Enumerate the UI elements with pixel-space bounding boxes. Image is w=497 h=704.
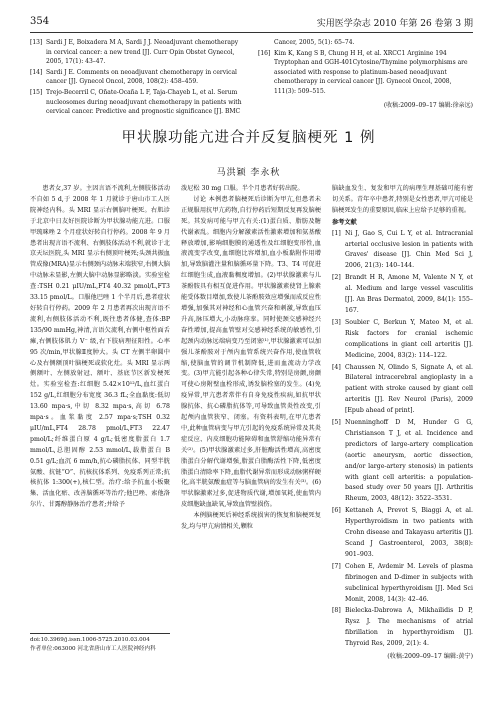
reference-number: [16] (258, 49, 271, 57)
reference-text: Cohen E, Avdemir M. Levels of plasma fibrinogen and D-dimer in subjects with subclinical hyperthyroidism [J]. Med Sci Monit, 2008, 14(3): 42–46. (345, 562, 473, 603)
reference-item (332, 418, 473, 505)
reference-number: [8] (332, 607, 341, 615)
reference-text: Chaussen N, Olindo S, Signate A, et al. Bilateral intracerebral angioplasty in a patient with stroke caused by giant cell arteritis [J]. Rev Neurol (Paris), 2009 [Epub ahead of print]. (345, 363, 473, 415)
reference-item (30, 88, 245, 117)
reference-item (332, 318, 473, 362)
reference-item (332, 606, 473, 650)
reference-number: [15] (30, 88, 43, 96)
reference-text: Bielecka-Dabrowa A, Mikhailidis D P, Rysz J. The mechanisms of atrial fibrillation in hyperthyroidism [J]. Thyroid Res, 2009, 2(1): 4. (345, 607, 473, 648)
reference-text: Trejo-Becerril C, Oñate-Ocaña L F, Taja-Chayeb L, et al. Serum nucleosomes during neoadjuvant chemotherapy in patients with cervical cancer. Predictive and prognostic significance [J]. BMC (46, 88, 242, 116)
reference-text: Ni J, Gao S, Cui L Y, et al. Intracranial arterial occlusive lesion in patients with Graves' disease [J]. Chin Med Sci J, 2006, 21(3): 140–144. (345, 229, 473, 270)
reference-text: Sardi J E, Boixadera M A, Sardi J J. Neoadjuvant chemotherapy in cervical cancer: a new trend [J]. Curr Opin Obstet Gynecol, 2005, 17(1): 43–47. (46, 39, 239, 66)
reference-number: [5] (332, 419, 341, 427)
received-note-bottom: (收稿:2009–09–17 编辑:黄宁) (387, 653, 473, 661)
reference-item (30, 38, 245, 67)
reference-number: [6] (332, 507, 341, 515)
conclusion-paragraph: 脑缺血发生、复发和甲亢的病理生理基础可能有密切关系。青年卒中患者,特别是女性患者,甲亢可能是脑梗死发生的重要原因,临床上应给予足够的重视。 (332, 185, 473, 214)
article-title: 甲状腺功能亢进合并反复脑梗死 1 例 (121, 130, 376, 146)
reference-number (258, 38, 274, 48)
reference-list (332, 229, 473, 650)
reference-item (30, 68, 245, 87)
top-references-left (30, 38, 245, 118)
body-column-1 (30, 184, 170, 511)
footnote (30, 633, 170, 654)
reference-number: [3] (332, 318, 341, 326)
reference-text: Soubier C, Berkun Y, Mateo M, et al. Risk factors for cranial ischemic complications in giant cell arteritis [J]. Medicine, 2004, 83(2): 114–122. (345, 318, 473, 359)
reference-text: Nuenninghoff D M, Hunder G G, Christianson T J, et al. Incidence and predictors of large-artery complication (aortic aneurysm, aortic dissection, and/or large-artery stenosis) in patients with giant cell arteritis: a population-based study over 50 years [J]. Arthritis Rheum, 2003, 48(12): 3522–3531. (345, 419, 473, 503)
reference-text: Cancer, 2005, 5(1): 65–74. (274, 39, 355, 46)
running-header (30, 16, 473, 30)
discussion-closing-paragraph: 本例脑梗死后神经系统损害的恢复和脑梗死复发,均与甲亢病情相关,颗粒 (181, 512, 321, 531)
affiliation-line: 作者单位:063000 河北省唐山市工人医院神经内科 (30, 646, 156, 652)
reference-text: Kim K, Kang S B, Chung H H, et al. XRCC1 Arginine 194 Tryptophan and GGH-401Cytosine/Thymine polymorphisms are associated with response to platinum-based neoadjuvant chemotherapy in cervical cancer [J]. Gynecol Oncol, 2008, 111(3): 509–515. (274, 49, 468, 95)
reference-item (332, 506, 473, 561)
page-number: 354 (30, 16, 50, 27)
reference-number: [13] (30, 39, 43, 46)
reference-item (258, 49, 473, 97)
reference-item (332, 363, 473, 418)
journal-name: 实用医学杂志 2010 年第 26 卷第 3 期 (316, 19, 473, 29)
reference-number: [1] (332, 229, 341, 237)
case-report-paragraph: 患者女,37 岁。主因言语不流利,左侧肢体活动不自如 5 d,于 2008 年 1 月就诊于唐山市工人医院神经内科。头 MRI 显示右侧脑叶梗死。右肌诊于北京中日友好医院诊断为甲状腺功能亢进。口服甲巯咪唑 2 个月症状好转自行停药。2008 年 9 月患者出现言语不流利、右侧肢体活动不利,就诊于北京天坛医院,头 MRI 显示右侧顶叶梗死;头颈共振血管成像(MRA)显示右侧颈内动脉末端狭窄,右侧大脑中动脉未显影,左侧大脑中动脉显影略淡。实验室检查:TSH 0.21 μIU/mL,FT4 40.32 pmol/L,FT3 33.15 pmol/L。口服他巴唑 1 个半月后,患者症状好转自行停药。2009 年 2 月患者再次出现言语不流利,右侧肢体活动不利,既往患者体健,查体:BP 135/90 mmHg,神清,言语欠流利,右侧中枢性面舌瘫,右侧肢体肌力 V⁻ 级,右下肢病理征阳性。心率 95 次/min,甲状腺Ⅱ度肿大。头 CT 左侧半卵圆中心及右侧额顶叶脑梗死或软化灶。头 MRI 显示两侧额叶、左侧放射冠、额叶、基底节区新发梗死灶。实验室检查:红细胞 5.42×10¹²/L,血红蛋白 152 g/L,红细胞分布宽度 36.3 fL;全血黏度:低切 13.60 mpa·s,中切 8.32 mpa·s,高切 6.78 mpa·s。血浆黏度 2.57 mpa·s;TSH 0.32 μIU/mL,FT4 28.78 pmol/L,FT3 22.47 pmol/L;纤维蛋白原 4 g/L;低密度脂蛋白 1.7 mmol/L,总胆固醇 2.53 mmol/L,载脂蛋白 B 0.51 g/L;血沉 6 mm/h,抗心磷脂抗体、同型半胱氨酸、抗链“O”、抗核抗体系列、免疫系列正常;抗核抗体 1:300(+),核仁型。治疗:给予抗血小板聚集、活血化瘀、改善脑循环等治疗;他巴唑、索他洛尔片、甘露醇静脉治疗患者;并给予 (30, 185, 170, 509)
reference-number: [14] (30, 68, 43, 76)
reference-item (332, 562, 473, 606)
reference-text: Kettaneh A, Prevot S, Biaggi A, et al. Hyperthyroidism in two patients with Crohn disease and Takayasu arteritis [J]. Scand J Gastroenterol, 2003, 38(8): 901–903. (345, 507, 473, 558)
header-rule (30, 32, 473, 33)
reference-item (332, 229, 473, 273)
received-note-top: (收稿:2009–09–17 编辑:徐亲远) (383, 101, 473, 109)
discussion-paragraph: 讨论 本例患者脑梗死后诊断为甲亢,但患者未正规服用抗甲亢药物,自行停药后短期反复再发脑梗死。其发病可能与甲亢有关:(1)蛋白质、脂肪及糖代谢紊乱。细胞内分解激素活性激素增加和氨基酸释放增加,影响细胞膜的通透性及红细胞变形性,血液流变学改变,血细胞比容增加,血小板黏附作用增加,导致脑灌注量和脑循环量下降。T3、T4 可促进红细胞生成,血液黏稠度增加。(2)甲状腺激素与儿茶酚胺具有相互促进作用。甲状腺激素使肾上腺素能受体数目增加,致使儿茶酚胺效应增强而成反应性增强,加强其对神经和心血管兴奋和刺激,导致血压升高,脉压增大,小动脉痉挛。同时使颈交感神经兴奋性增加,提高血管壁对交感神经系统的敏感性,引起颈内动脉远端病变乃至闭塞⁽¹⁾,甲状腺激素可以加强儿茶酚胺对于颅内血管系统兴奋作用,使血管收缩,使脑血管的调节机制降低,进而血流动力学改变。(3)甲亢能引起各种心律失常,特别是房颤,房颤可使心房附壁血栓形成,诱发脑栓塞的发生。(4)免疫异常,甲亢患者常伴有自身免疫性疾病,如抗甲状腺抗体、抗心磷脂抗体等,可导致血管炎性改变,引起颅内血管狭窄、闭塞。有资料表明,在甲亢患者中,此种血管病变与甲亢引起的免疫系统异常及其炎症反应、内皮细胞功能障碍和血管舒缩功能异常有关⁽²⁾。(5)甲状腺激素过多,肝脏酶活性增高,高密度脂蛋白分解代谢增强,脂蛋白脂酶活性下降,低密度脂蛋白清除率下降,血脂代谢异常而形成动脉粥样硬化,高半胱氨酸血症等与脑血管病的发生有关⁽³⁾。(6)甲状腺激素过多,促进物质代谢,增加氧耗,使血管内皮细胞缺血缺氧,导致血管壁损伤。 (181, 195, 322, 509)
top-references-right (258, 38, 473, 110)
doi-line: doi:10.3969/j.issn.1006-5725.2010.03.004 (30, 637, 150, 643)
reference-number: [2] (332, 274, 341, 282)
article-authors: 马洪颖 李永秋 (216, 168, 281, 178)
body-column-2 (181, 184, 321, 533)
references-heading: 参考文献 (332, 218, 357, 226)
reference-number: [7] (332, 562, 341, 570)
reference-item (258, 38, 473, 48)
reference-number: [4] (332, 363, 341, 371)
case-continuation-paragraph: 泼尼松 30 mg 口服。半个月患者好转出院。 (181, 185, 304, 192)
body-column-3 (332, 184, 473, 663)
reference-text: Brandt H R, Amone M, Valente N Y, et al. Medium and large vessel vasculitis [J]. An Bras Dermatol, 2009, 84(1): 155–167. (345, 274, 473, 314)
reference-item (332, 273, 473, 317)
reference-text: Sardi J E. Comments on neoadjuvant chemotherapy in cervical cancer [J]. Gynecol Oncol, 2008, 108(2): 458–459. (46, 68, 237, 86)
